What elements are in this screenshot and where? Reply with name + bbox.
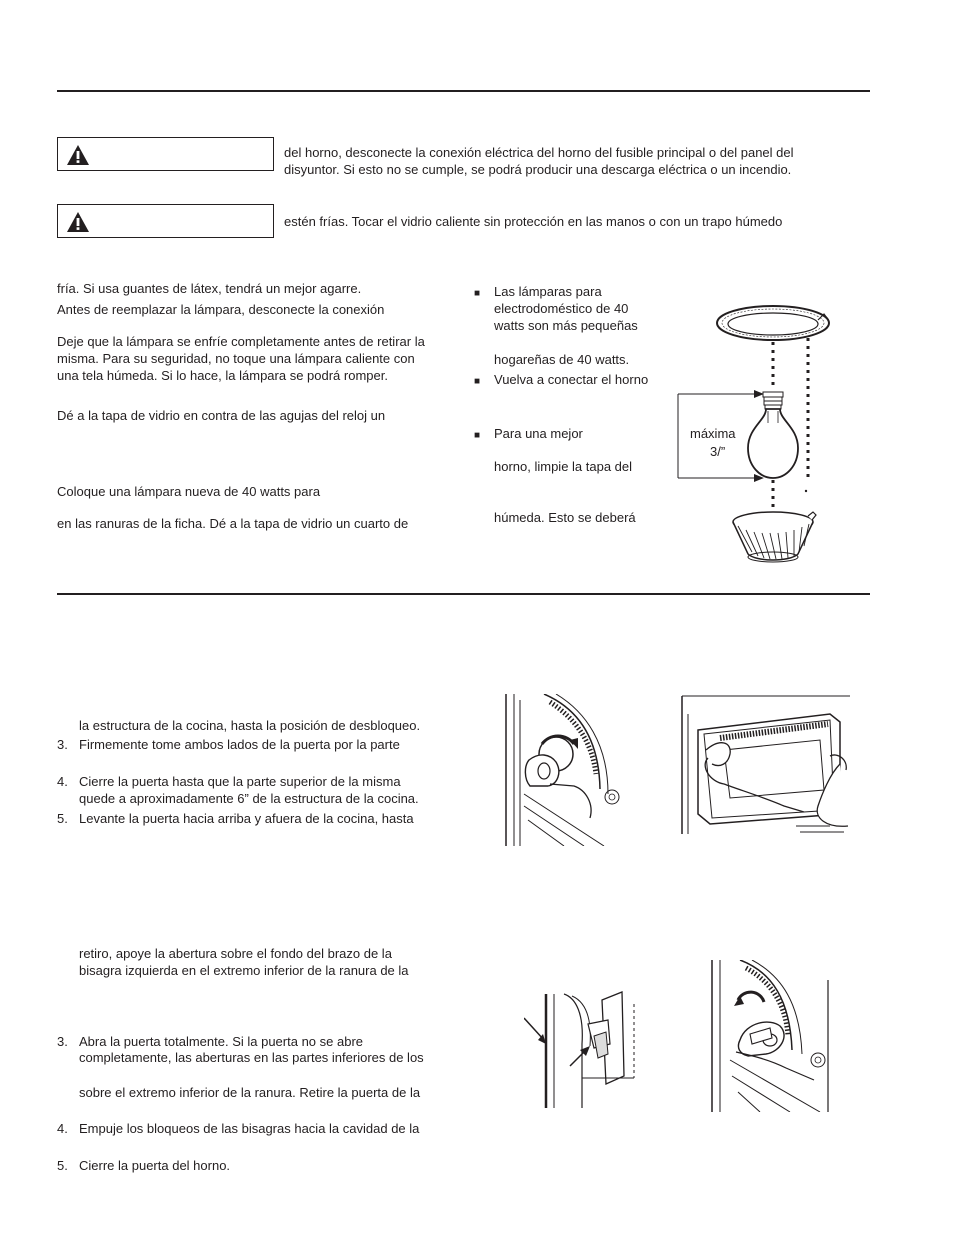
lamp-instruction-line: fría. Si usa guantes de látex, tendrá un mejor agarre. [57,281,362,296]
tip-line: electrodoméstico de 40 [494,301,629,316]
tip-line: hogareñas de 40 watts. [494,352,630,367]
step-number: 3. [57,1034,68,1049]
tip-line: Vuelva a conectar el horno [494,372,649,387]
step-text: Levante la puerta hacia arriba y afuera de la cocina, hasta [79,811,414,826]
warning-text-line: del horno, desconecte la conexión eléctrica del horno del fusible principal o del panel del [284,145,794,160]
lamp-instruction-line: Deje que la lámpara se enfríe completamente antes de retirar la [57,334,425,349]
step-text: Abra la puerta totalmente. Si la puerta no se abre [79,1034,364,1049]
step-number: 3. [57,737,68,752]
tip-line: watts son más pequeñas [494,318,638,333]
hinge-slot-figure [524,984,640,1108]
section-divider-middle [57,593,870,595]
bullet-icon: ■ [474,376,481,387]
lamp-instruction-line: en las ranuras de la ficha. Dé a la tapa de vidrio un cuarto de [57,516,409,531]
step-text: Cierre la puerta del horno. [79,1158,231,1173]
warning-triangle-icon [66,144,90,166]
lamp-instruction-line: Dé a la tapa de vidrio en contra de las agujas del reloj un [57,408,386,423]
tip-line: húmeda. Esto se deberá [494,510,636,525]
warning-box [57,204,274,238]
step-text: bisagra izquierda en el extremo inferior de la ranura de la [79,963,409,978]
lift-door-figure [680,694,860,836]
step-number: 4. [57,774,68,789]
step-text: sobre el extremo inferior de la ranura. Retire la puerta de la [79,1085,421,1100]
warning-text-line: disyuntor. Si esto no se cumple, se podrá producir una descarga eléctrica o un incendio. [284,162,792,177]
lamp-instruction-line: misma. Para su seguridad, no toque una lámpara caliente con [57,351,415,366]
tip-line: Para una mejor [494,426,583,441]
section-divider-top [57,90,870,92]
hinge-unlock-figure [504,694,628,846]
step-number: 5. [57,811,68,826]
step-text: completamente, las aberturas en las partes inferiores de los [79,1050,424,1065]
bullet-icon: ■ [474,288,481,299]
hinge-lock-figure [710,960,832,1112]
max-distance-value: 3/” [710,444,726,459]
step-text: Cierre la puerta hasta que la parte superior de la misma [79,774,401,789]
step-text: retiro, apoye la abertura sobre el fondo del brazo de la [79,946,392,961]
lamp-instruction-line: una tela húmeda. Si lo hace, la lámpara se podrá romper. [57,368,388,383]
step-number: 5. [57,1158,68,1173]
step-number: 4. [57,1121,68,1136]
warning-text-line: estén frías. Tocar el vidrio caliente sin protección en las manos o con un trapo húmedo [284,214,783,229]
lamp-instruction-line: Coloque una lámpara nueva de 40 watts para [57,484,321,499]
tip-line: Las lámparas para [494,284,602,299]
warning-box [57,137,274,171]
step-text: quede a aproximadamente 6” de la estructura de la cocina. [79,791,419,806]
lamp-instruction-line: Antes de reemplazar la lámpara, desconecte la conexión [57,302,385,317]
max-distance-label: máxima [690,426,736,441]
step-text: la estructura de la cocina, hasta la posición de desbloqueo. [79,718,421,733]
step-text: Firmemente tome ambos lados de la puerta por la parte [79,737,400,752]
step-text: Empuje los bloqueos de las bisagras hacia la cavidad de la [79,1121,420,1136]
bullet-icon: ■ [474,430,481,441]
tip-line: horno, limpie la tapa del [494,459,633,474]
warning-triangle-icon [66,211,90,233]
